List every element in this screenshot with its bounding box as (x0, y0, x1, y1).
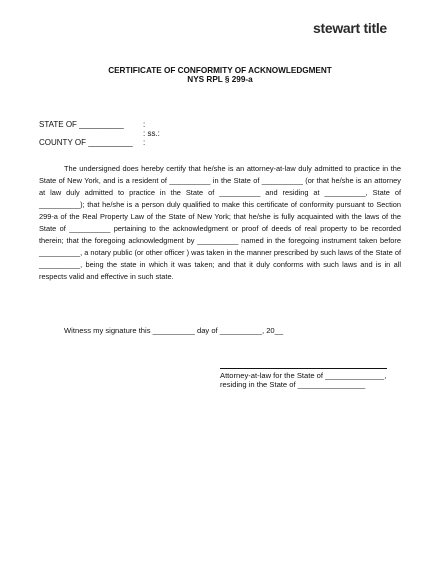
venue-ss: : ss.: (143, 129, 160, 138)
document-title: CERTIFICATE OF CONFORMITY OF ACKNOWLEDGMENT (108, 66, 332, 75)
venue-county-line: COUNTY OF __________ (39, 138, 133, 147)
venue-state-line: STATE OF __________ (39, 120, 124, 129)
signature-rule (220, 368, 387, 369)
certification-paragraph: The undersigned does hereby certify that he/she is an attorney-at-law duly admitted to practice in the State of New York, and is a resident of __________ in the State of __________ (or that he/she is an attorney at law duly admitted to practice in the State of __________ and residing at __________, State of __________); that he/she is a person duly qualified to make this certificate of conformity pursuant to Section 299-a of the Real Property Law of the State of New York; that he/she is fully acquainted with the laws of the State of __________ pertaining to the acknowledgment or proof of deeds of real property to be recorded therein; that the foregoing acknowledgment by __________ named in the foregoing instrument taken before __________, a notary public (or other officer ) was taken in the manner prescribed by such laws of the State of __________, being the state in which it was taken; and that it duly conforms with such laws and is in all respects valid and effective in such state. (39, 164, 401, 281)
venue-colon-top: : (143, 120, 146, 129)
signature-line-2: residing in the State of ________________ (220, 380, 366, 389)
stewart-title-logo: stewart title (313, 20, 387, 36)
signature-line-1: Attorney-at-law for the State of ______________, (220, 371, 387, 380)
witness-line: Witness my signature this __________ day of __________, 20__ (64, 326, 284, 335)
venue-colon-bottom: : (143, 138, 146, 147)
document-subtitle: NYS RPL § 299-a (187, 75, 253, 84)
